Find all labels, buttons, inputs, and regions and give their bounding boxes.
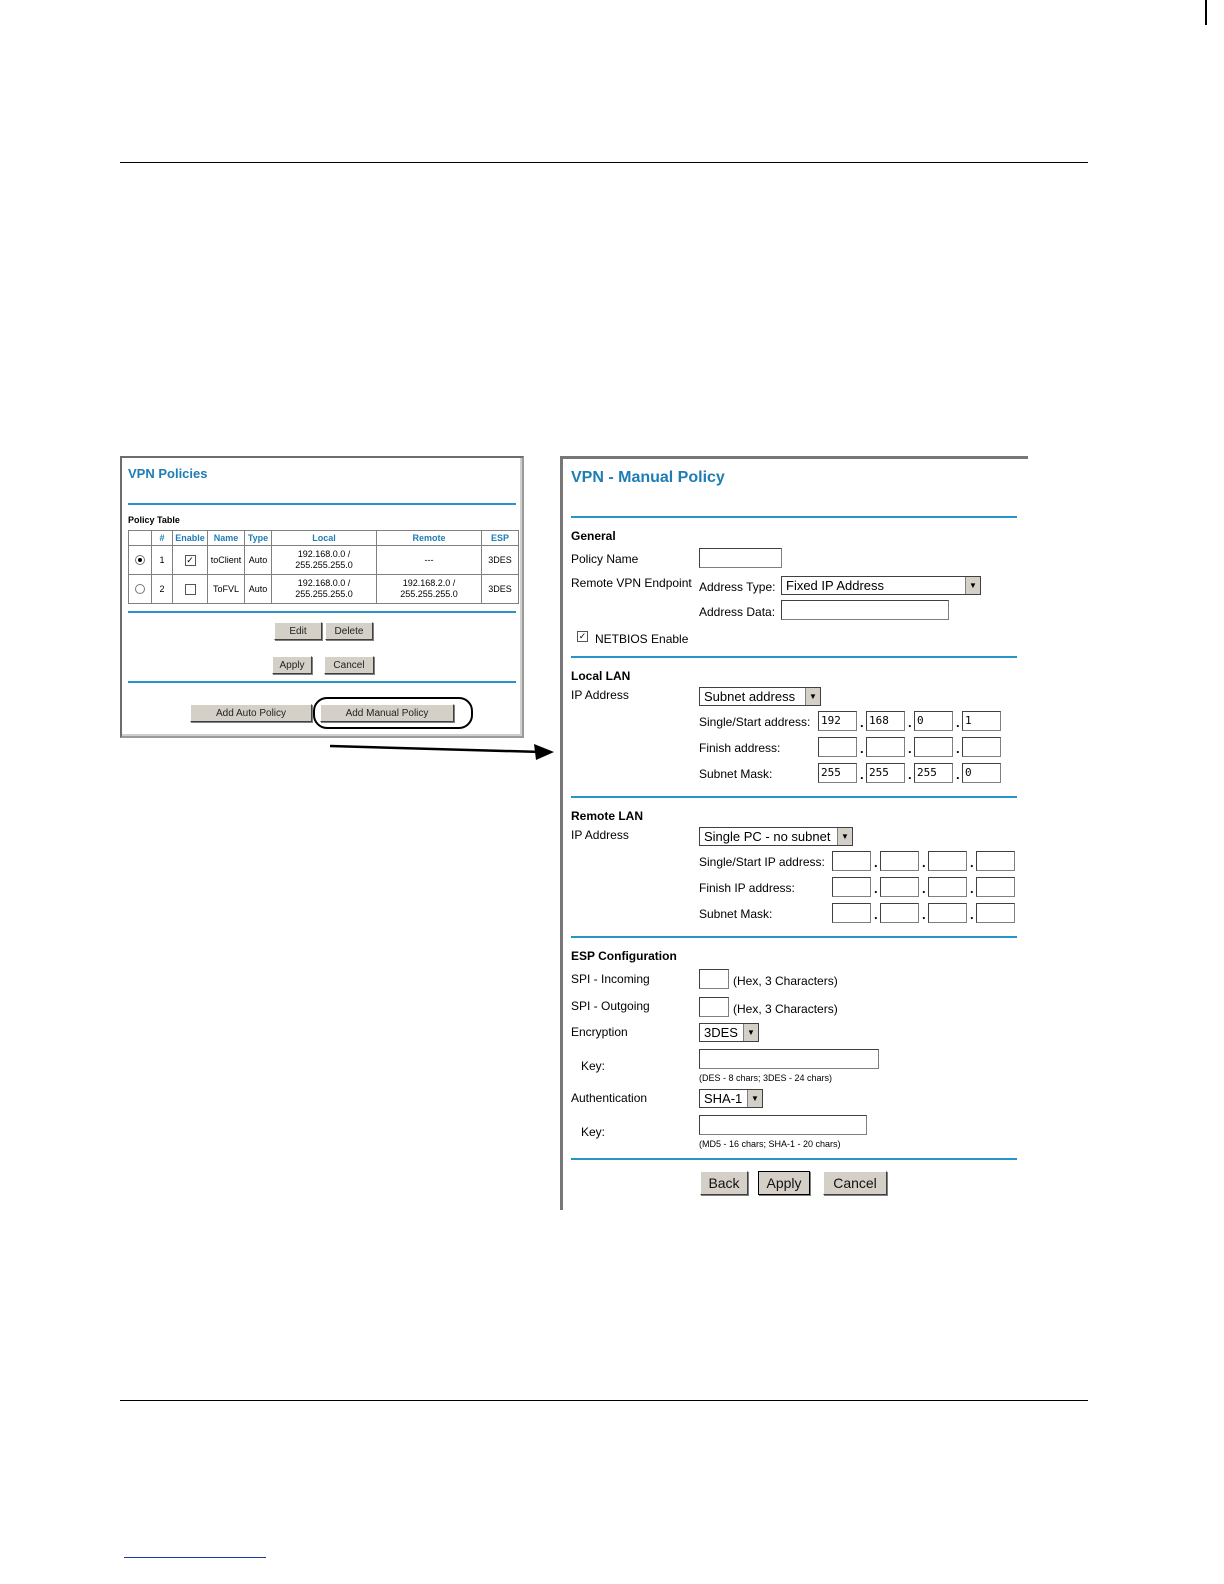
- remote-start-octet-1[interactable]: [832, 851, 871, 871]
- divider: [571, 1158, 1017, 1160]
- remote-ip-type-value: Single PC - no subnet: [704, 829, 831, 844]
- local-finish-label: Finish address:: [699, 741, 781, 755]
- row-enable-checkbox[interactable]: [185, 584, 196, 595]
- address-data-input[interactable]: [781, 600, 949, 620]
- policy-name-input[interactable]: [699, 548, 782, 568]
- row-local-mask: 255.255.255.0: [295, 589, 353, 599]
- row-select-radio[interactable]: [135, 584, 145, 594]
- local-mask-octet-3[interactable]: 255: [914, 763, 953, 783]
- row-number: 2: [152, 575, 173, 604]
- encryption-value: 3DES: [704, 1025, 738, 1040]
- encryption-key-input[interactable]: [699, 1049, 879, 1069]
- column-header: [129, 531, 152, 546]
- row-local: [272, 546, 377, 575]
- footer-link-underline: [124, 1557, 266, 1558]
- netbios-label: NETBIOS Enable: [595, 632, 689, 646]
- column-header: ESP: [482, 531, 519, 546]
- policy-name-label: Policy Name: [571, 552, 639, 566]
- address-type-value: Fixed IP Address: [786, 578, 885, 593]
- divider: [571, 936, 1017, 938]
- netbios-checkbox[interactable]: ✓: [578, 631, 587, 641]
- remote-endpoint-label: Remote VPN Endpoint: [571, 576, 692, 590]
- local-start-label: Single/Start address:: [699, 715, 811, 729]
- back-button[interactable]: Back: [700, 1171, 748, 1195]
- column-header: Type: [245, 531, 272, 546]
- row-remote: [377, 546, 482, 575]
- remote-start-octet-3[interactable]: [928, 851, 967, 871]
- authentication-key-label: Key:: [581, 1125, 606, 1139]
- remote-mask-octet-2[interactable]: [880, 903, 919, 923]
- octet-separator: .: [922, 881, 926, 896]
- vpn-manual-policy-panel: [560, 456, 1028, 1210]
- divider: [128, 611, 516, 613]
- local-finish-octet-3[interactable]: [914, 737, 953, 757]
- remote-mask-octet-3[interactable]: [928, 903, 967, 923]
- row-select-radio[interactable]: [135, 555, 145, 565]
- local-mask-label: Subnet Mask:: [699, 767, 773, 781]
- row-select-cell: [129, 546, 152, 575]
- remote-ip-label: IP Address: [571, 828, 629, 842]
- remote-start-octet-2[interactable]: [880, 851, 919, 871]
- row-select-cell: [129, 575, 152, 604]
- policy-table: [128, 530, 519, 604]
- table-row: [129, 575, 519, 604]
- remote-ip-type-select[interactable]: [699, 827, 853, 846]
- row-local-address: 192.168.0.0 /: [297, 549, 351, 559]
- remote-finish-octet-2[interactable]: [880, 877, 919, 897]
- octet-separator: .: [922, 907, 926, 922]
- address-type-select[interactable]: [781, 576, 981, 595]
- octet-separator: .: [860, 715, 864, 730]
- local-finish-octet-4[interactable]: [962, 737, 1001, 757]
- arrow-icon: [330, 738, 556, 762]
- octet-separator: .: [908, 741, 912, 756]
- local-start-octet-4[interactable]: 1: [962, 711, 1001, 731]
- address-data-label: Address Data:: [699, 605, 776, 619]
- spi-incoming-label: SPI - Incoming: [571, 972, 650, 986]
- spi-outgoing-label: SPI - Outgoing: [571, 999, 650, 1013]
- chevron-down-icon: ▼: [837, 828, 852, 845]
- row-local-mask: 255.255.255.0: [295, 560, 353, 570]
- row-type: Auto: [245, 575, 272, 604]
- row-remote-address: ---: [424, 554, 434, 565]
- row-number: 1: [152, 546, 173, 575]
- row-esp: 3DES: [482, 546, 519, 575]
- remote-mask-octet-1[interactable]: [832, 903, 871, 923]
- chevron-down-icon: ▼: [743, 1024, 758, 1041]
- authentication-value: SHA-1: [704, 1091, 743, 1106]
- section-heading-general: General: [571, 529, 616, 543]
- octet-separator: .: [956, 767, 960, 782]
- spi-incoming-hint: (Hex, 3 Characters): [733, 974, 838, 988]
- column-header: Remote: [377, 531, 482, 546]
- octet-separator: .: [956, 715, 960, 730]
- encryption-select[interactable]: [699, 1023, 759, 1042]
- row-name: ToFVL: [208, 575, 245, 604]
- header-rule: [120, 162, 1088, 163]
- row-enable-cell: [173, 546, 208, 575]
- apply-button[interactable]: Apply: [272, 656, 312, 674]
- octet-separator: .: [860, 767, 864, 782]
- row-remote-mask: 255.255.255.0: [400, 589, 458, 599]
- column-header: Name: [208, 531, 245, 546]
- delete-button[interactable]: Delete: [325, 622, 373, 640]
- local-mask-octet-1[interactable]: 255: [818, 763, 857, 783]
- spi-incoming-input[interactable]: [699, 969, 729, 989]
- remote-mask-octet-4[interactable]: [976, 903, 1015, 923]
- encryption-label: Encryption: [571, 1025, 628, 1039]
- table-header-row: [129, 531, 519, 546]
- chevron-down-icon: ▼: [805, 688, 820, 705]
- divider: [571, 656, 1017, 658]
- local-mask-octet-2[interactable]: 255: [866, 763, 905, 783]
- authentication-key-input[interactable]: [699, 1115, 867, 1135]
- octet-separator: .: [970, 907, 974, 922]
- remote-mask-label: Subnet Mask:: [699, 907, 773, 921]
- local-mask-octet-4[interactable]: 0: [962, 763, 1001, 783]
- edit-button[interactable]: Edit: [274, 622, 322, 640]
- column-header: Enable: [173, 531, 208, 546]
- local-ip-type-select[interactable]: [699, 687, 821, 706]
- section-heading-esp: ESP Configuration: [571, 949, 677, 963]
- octet-separator: .: [970, 855, 974, 870]
- remote-finish-octet-1[interactable]: [832, 877, 871, 897]
- spi-outgoing-input[interactable]: [699, 997, 729, 1017]
- remote-finish-octet-4[interactable]: [976, 877, 1015, 897]
- page-title: VPN Policies: [128, 466, 208, 481]
- table-row: [129, 546, 519, 575]
- chevron-down-icon: ▼: [747, 1090, 762, 1107]
- address-type-label: Address Type:: [699, 580, 776, 594]
- divider: [571, 516, 1017, 518]
- section-heading-remote-lan: Remote LAN: [571, 809, 644, 823]
- cancel-button[interactable]: Cancel: [823, 1171, 887, 1195]
- local-start-octet-2[interactable]: 168: [866, 711, 905, 731]
- add-manual-policy-button[interactable]: Add Manual Policy: [320, 704, 454, 722]
- authentication-key-hint: (MD5 - 16 chars; SHA-1 - 20 chars): [699, 1139, 841, 1149]
- apply-button[interactable]: Apply: [758, 1171, 810, 1195]
- column-header: Local: [272, 531, 377, 546]
- row-local-address: 192.168.0.0 /: [297, 578, 351, 588]
- row-local: [272, 575, 377, 604]
- row-esp: 3DES: [482, 575, 519, 604]
- encryption-key-hint: (DES - 8 chars; 3DES - 24 chars): [699, 1073, 833, 1083]
- chevron-down-icon: ▼: [965, 577, 980, 594]
- remote-start-octet-4[interactable]: [976, 851, 1015, 871]
- authentication-select[interactable]: [699, 1089, 763, 1108]
- remote-start-label: Single/Start IP address:: [699, 855, 825, 869]
- row-enable-cell: [173, 575, 208, 604]
- row-enable-checkbox[interactable]: ✓: [186, 554, 194, 565]
- remote-finish-label: Finish IP address:: [699, 881, 795, 895]
- octet-separator: .: [908, 715, 912, 730]
- column-header: #: [152, 531, 173, 546]
- octet-separator: .: [874, 881, 878, 896]
- local-ip-type-value: Subnet address: [704, 689, 796, 704]
- policy-table-label: Policy Table: [128, 515, 180, 525]
- local-start-octet-1[interactable]: 192: [818, 711, 857, 731]
- row-remote: [377, 575, 482, 604]
- footer-rule: [120, 1400, 1088, 1401]
- octet-separator: .: [956, 741, 960, 756]
- page-edge-mark: [1205, 0, 1207, 25]
- octet-separator: .: [860, 741, 864, 756]
- add-auto-policy-button[interactable]: Add Auto Policy: [190, 704, 312, 722]
- octet-separator: .: [970, 881, 974, 896]
- local-finish-octet-1[interactable]: [818, 737, 857, 757]
- octet-separator: .: [874, 907, 878, 922]
- vpn-policies-panel: [120, 456, 524, 738]
- octet-separator: .: [908, 767, 912, 782]
- row-name: toClient: [208, 546, 245, 575]
- octet-separator: .: [922, 855, 926, 870]
- local-start-octet-3[interactable]: 0: [914, 711, 953, 731]
- local-finish-octet-2[interactable]: [866, 737, 905, 757]
- octet-separator: .: [874, 855, 878, 870]
- divider: [571, 796, 1017, 798]
- row-remote-address: 192.168.2.0 /: [402, 578, 456, 588]
- authentication-label: Authentication: [571, 1091, 648, 1105]
- local-ip-label: IP Address: [571, 688, 629, 702]
- cancel-button[interactable]: Cancel: [324, 656, 374, 674]
- divider: [128, 681, 516, 683]
- section-heading-local-lan: Local LAN: [571, 669, 631, 683]
- row-type: Auto: [245, 546, 272, 575]
- encryption-key-label: Key:: [581, 1059, 606, 1073]
- remote-finish-octet-3[interactable]: [928, 877, 967, 897]
- divider: [128, 503, 516, 505]
- spi-outgoing-hint: (Hex, 3 Characters): [733, 1002, 838, 1016]
- highlight-oval: [313, 697, 473, 729]
- page-title: VPN - Manual Policy: [571, 469, 725, 486]
